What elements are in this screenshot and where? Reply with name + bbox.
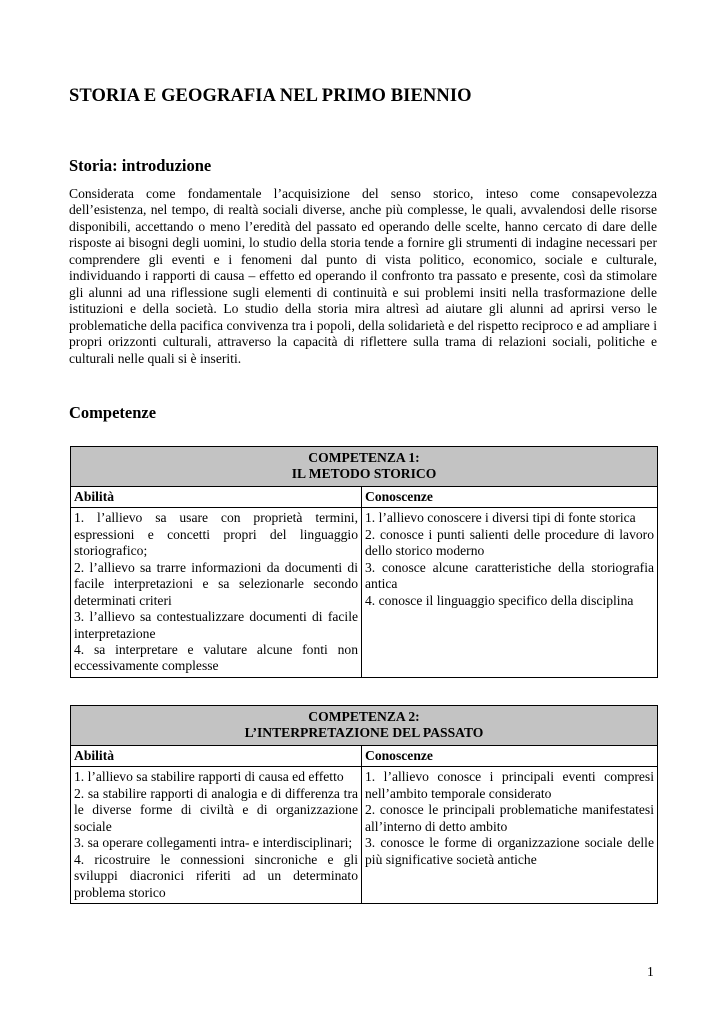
competenza-2-table [70,705,658,904]
column-header-abilita: Abilità [71,486,362,507]
competenza-1-title: IL METODO STORICO [291,466,437,482]
abilita-item: 3. sa operare collegamenti intra- e interdisciplinari; [74,835,353,851]
abilita-item: 1. l’allievo sa usare con proprietà termini, espressioni e concetti propri del linguaggio storiografico; [74,510,358,559]
conoscenze-item: 2. conosce i punti salienti delle procedure di lavoro dello storico moderno [365,526,655,559]
abilita-cell [71,508,362,678]
intro-paragraph: Considerata come fondamentale l’acquisizione del senso storico, inteso come consapevolezza dell’esistenza, nel tempo, di realtà sociali diverse, anche più complesse, le quali, avvalendosi delle risorse disponibili, accettando o meno l’eredità del passato ed operando delle scelte, hanno cercato di dare delle risposte ai bisogni degli uomini, lo studio della storia tende a fornire gli strumenti di indagine necessari per comprendere gli eventi e i fenomeni dal punto di vista politico, economico, sociale e culturale, individuando i rapporti di causa – effetto ed operando il confronto tra passato e presente, così da stimolare gli alunni ad una riflessione sugli elementi di continuità e sui problemi insiti nella trasformazione delle istituzioni e della società. Lo studio della storia mira altresì ad aiutare gli alunni ad aprirsi verso le problematiche della pacifica convivenza tra i popoli, della solidarietà e del rispetto reciproco e ad ampliare i propri orizzonti culturali, attraverso la capacità di riflettere sulla trama di relazioni sociali, politiche e culturali nelle quali si è inseriti. [69,186,657,366]
abilita-item: 3. l’allievo sa contestualizzare documenti di facile interpretazione [74,609,358,641]
column-header-conoscenze: Conoscenze [362,486,658,507]
abilita-cell [71,767,362,904]
document-title: STORIA E GEOGRAFIA NEL PRIMO BIENNIO [69,86,472,106]
section-heading-competenze: Competenze [69,403,157,422]
abilita-item: 4. ricostruire le connessioni sincroniche e gli sviluppi diacronici riferiti ad un determinato problema storico [74,851,358,900]
conoscenze-item: 3. conosce le forme di organizzazione sociale delle più significative società antiche [365,835,654,867]
competenza-1-header [71,447,658,487]
page-number: 1 [647,964,654,979]
conoscenze-item: 3. conosce alcune caratteristiche della storiografia antica [365,559,655,592]
competenza-1-number: COMPETENZA 1: [308,450,420,465]
competenza-2-header [71,706,658,746]
abilita-item: 2. l’allievo sa trarre informazioni da documenti di facile interpretazioni e sa selezionarle secondo determinati criteri [74,559,358,608]
competenza-2-number: COMPETENZA 2: [308,709,420,724]
conoscenze-cell [362,508,658,678]
abilita-item: 1. l’allievo sa stabilire rapporti di causa ed effetto [74,769,344,785]
abilita-item: 2. sa stabilire rapporti di analogia e di differenza tra le diverse forme di civiltà e di organizzazione sociale [74,785,358,834]
section-heading-storia: Storia: introduzione [69,156,212,175]
abilita-item: 4. sa interpretare e valutare alcune fonti non eccessivamente complesse [74,641,358,674]
column-header-conoscenze: Conoscenze [362,745,658,766]
conoscenze-item: 2. conosce le principali problematiche manifestatesi all’interno di detto ambito [365,802,654,834]
column-header-abilita: Abilità [71,745,362,766]
conoscenze-item: 1. l’allievo conosce i principali eventi compresi nell’ambito temporale considerato [365,769,654,801]
conoscenze-item: 4. conosce il linguaggio specifico della disciplina [365,592,634,608]
competenza-2-title: L’INTERPRETAZIONE DEL PASSATO [244,725,484,741]
conoscenze-cell [362,767,658,904]
competenza-1-table [70,446,658,678]
conoscenze-item: 1. l’allievo conoscere i diversi tipi di fonte storica [365,510,636,526]
